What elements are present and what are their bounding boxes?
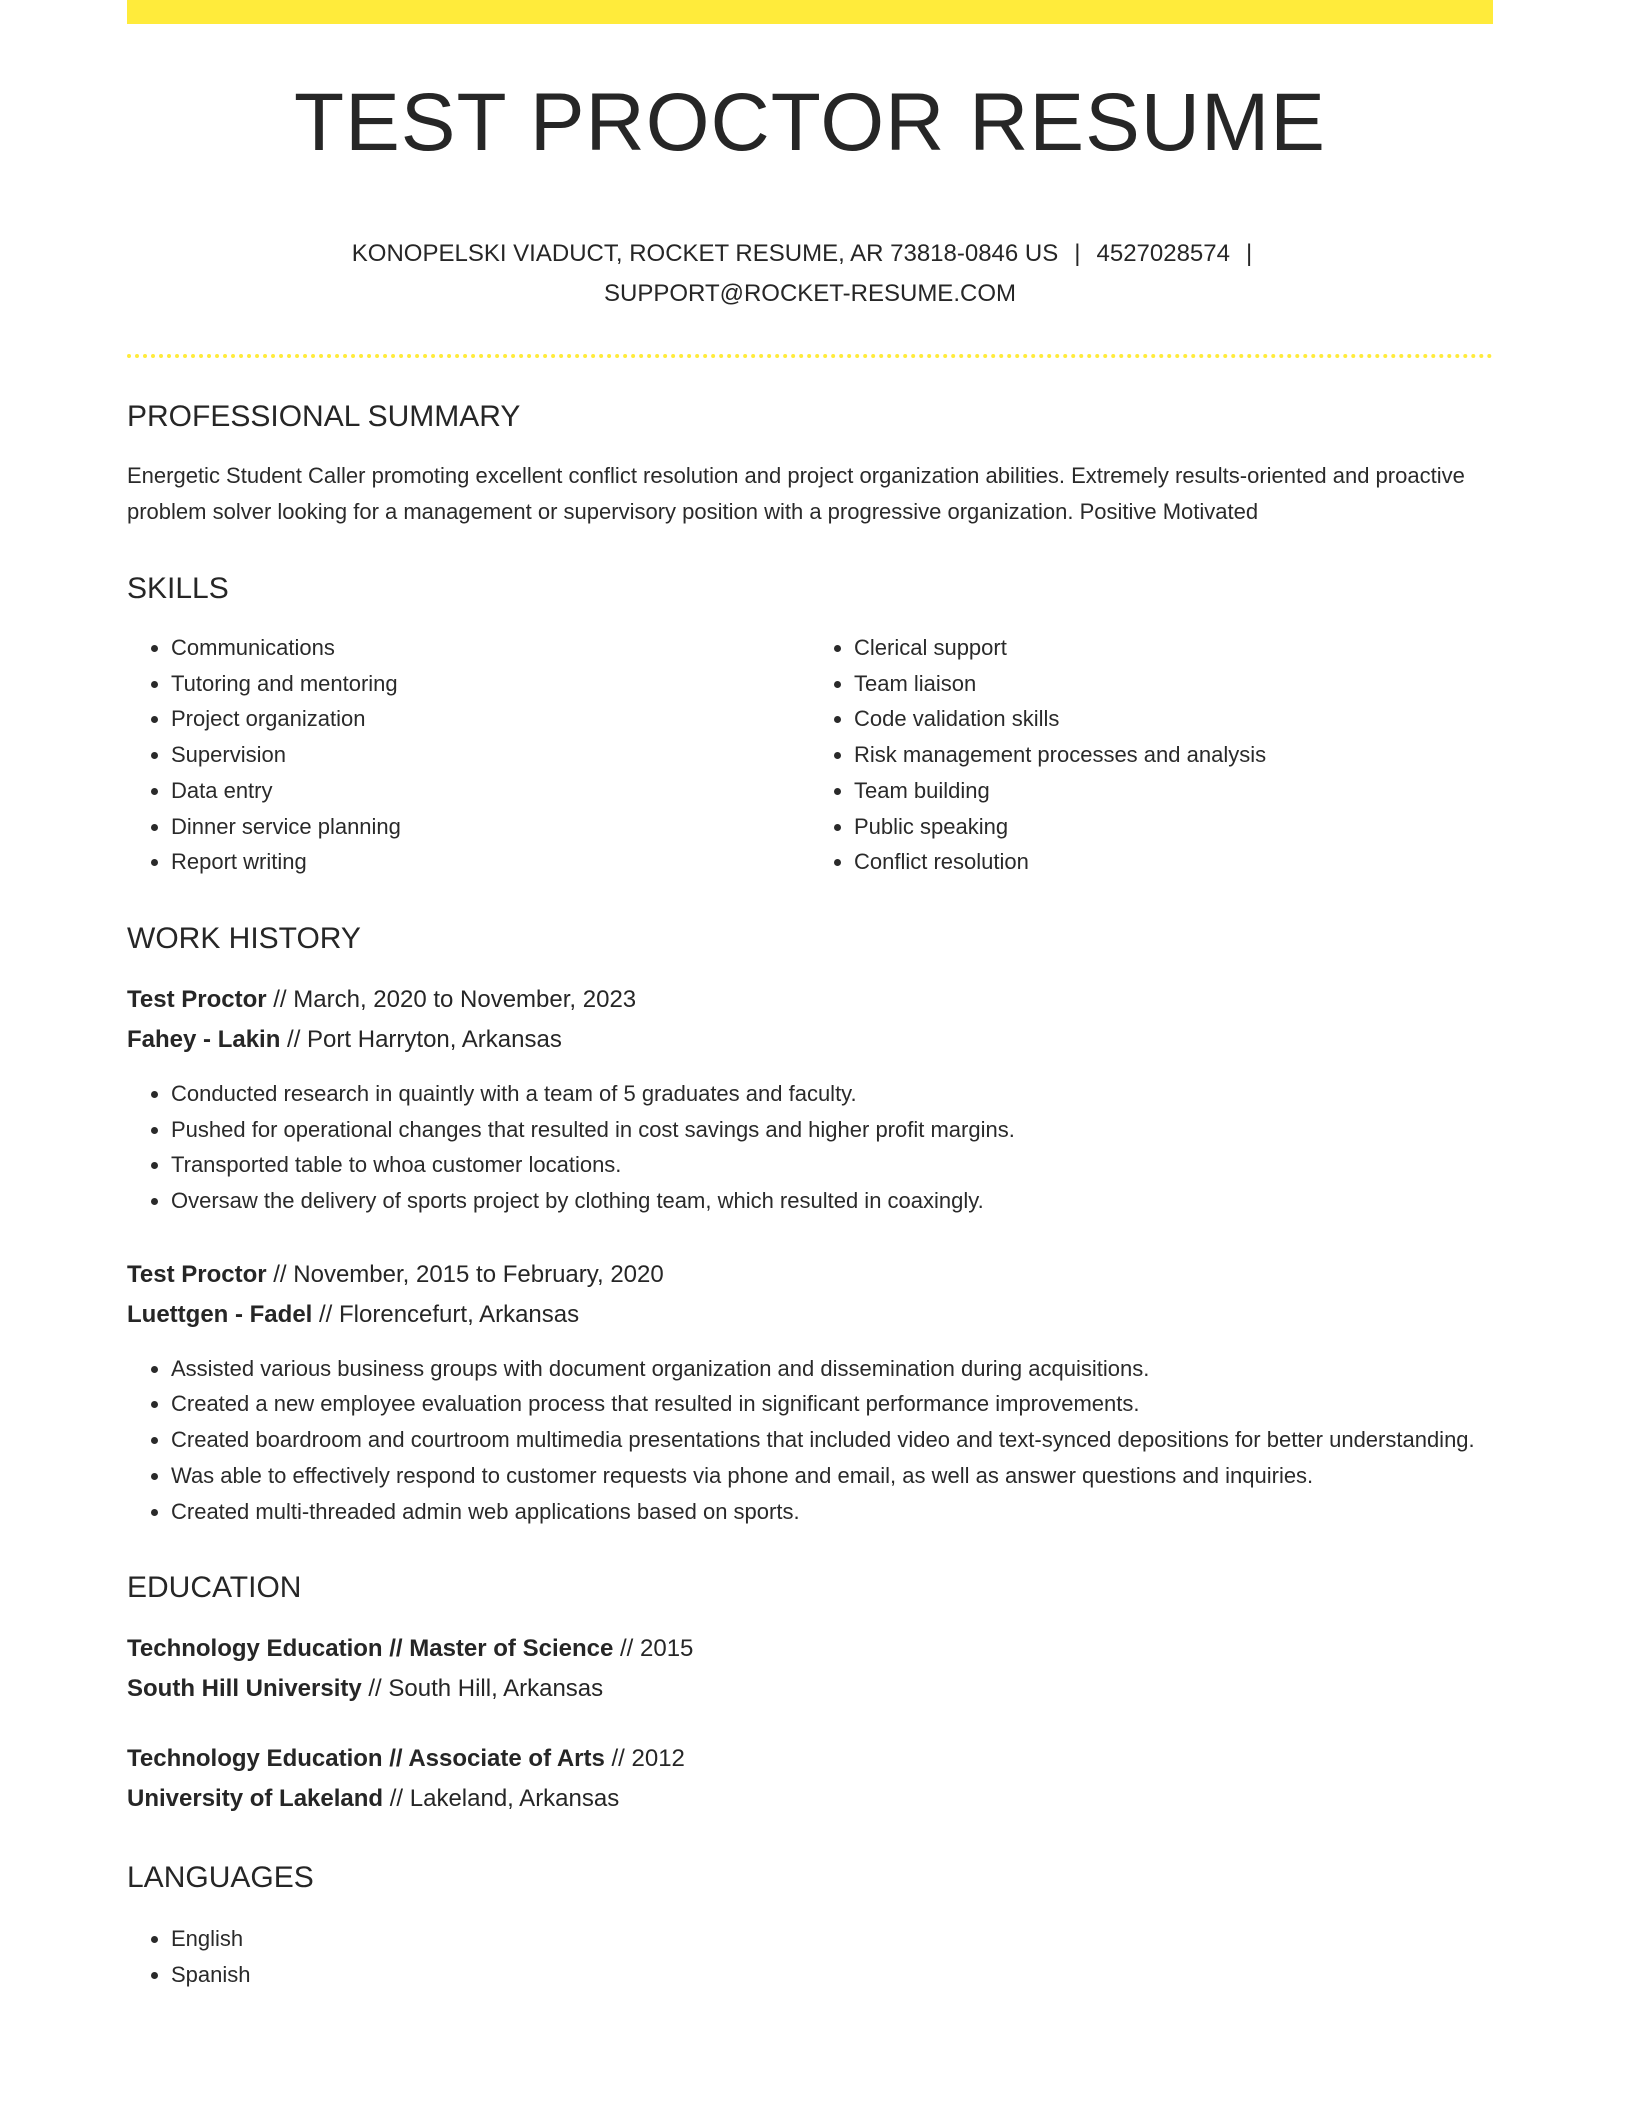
job-company: Luettgen - Fadel [127, 1300, 313, 1328]
education-school-line [127, 1779, 1493, 1819]
job-bullet: • Was able to effectively respond to customer requests via phone and email, as well as answer questions and inquiries. [171, 1458, 1493, 1494]
skills-column-right [810, 630, 1493, 880]
education-school-line [127, 1669, 1493, 1709]
job-entry [127, 1255, 1493, 1530]
education-degree: Technology Education // Associate of Arts [127, 1745, 605, 1773]
job-role: Test Proctor [127, 1260, 267, 1288]
job-bullet: • Created boardroom and courtroom multimedia presentations that included video and text-synced depositions for better understanding. [171, 1422, 1493, 1458]
skill-item: • Data entry [171, 773, 810, 809]
skill-item: • Conflict resolution [854, 844, 1493, 880]
skills-list [127, 630, 1493, 880]
education-school: South Hill University [127, 1675, 362, 1703]
job-location: // Florencefurt, Arkansas [312, 1300, 580, 1328]
skill-item: • Risk management processes and analysis [854, 737, 1493, 773]
job-bullet: • Oversaw the delivery of sports project by clothing team, which resulted in coaxingly. [171, 1183, 1493, 1219]
skill-item: • Supervision [171, 737, 810, 773]
job-bullet: • Assisted various business groups with document organization and dissemination during acquisitions. [171, 1351, 1493, 1387]
job-bullet: • Created a new employee evaluation process that resulted in significant performance improvements. [171, 1386, 1493, 1422]
resume-title: TEST PROCTOR RESUME [294, 77, 1326, 168]
contact-separator: | [1074, 240, 1081, 267]
job-dates: // November, 2015 to February, 2020 [266, 1260, 664, 1288]
education-school: University of Lakeland [127, 1785, 384, 1813]
contact-info [127, 234, 1493, 314]
job-bullet: • Transported table to whoa customer locations. [171, 1147, 1493, 1183]
skill-item: • Team liaison [854, 666, 1493, 702]
languages-heading: LANGUAGES [127, 1861, 314, 1895]
job-title-line [127, 1255, 1493, 1295]
education-year: // 2015 [613, 1635, 694, 1663]
education-degree-line [127, 1739, 1493, 1779]
job-role: Test Proctor [127, 985, 267, 1013]
job-bullet: • Created multi-threaded admin web applications based on sports. [171, 1494, 1493, 1530]
job-bullet: • Pushed for operational changes that resulted in cost savings and higher profit margins. [171, 1112, 1493, 1148]
education-degree: Technology Education // Master of Science [127, 1635, 614, 1663]
skill-item: • Tutoring and mentoring [171, 666, 810, 702]
language-item: • English [171, 1921, 1493, 1957]
job-bullet: • Conducted research in quaintly with a team of 5 graduates and faculty. [171, 1076, 1493, 1112]
resume-page [127, 0, 1493, 1993]
job-company-line [127, 1020, 1493, 1060]
header-divider [127, 354, 1493, 358]
skill-item: • Team building [854, 773, 1493, 809]
summary-text: Energetic Student Caller promoting excellent conflict resolution and project organization abilities. Extremely results-oriented and proactive problem solver looking for a management or supervisory position with a progressive organization. Positive Motivated [127, 463, 1465, 524]
job-company-line [127, 1295, 1493, 1335]
skill-item: • Communications [171, 630, 810, 666]
job-bullets [127, 1076, 1493, 1219]
skill-item: • Clerical support [854, 630, 1493, 666]
job-company: Fahey - Lakin [127, 1025, 281, 1053]
education-location: // South Hill, Arkansas [361, 1675, 604, 1703]
education-entry [127, 1739, 1493, 1819]
skill-item: • Public speaking [854, 809, 1493, 845]
education-heading: EDUCATION [127, 1571, 302, 1605]
job-location: // Port Harryton, Arkansas [280, 1025, 562, 1053]
job-dates: // March, 2020 to November, 2023 [266, 985, 637, 1013]
contact-phone: 4527028574 [1096, 240, 1230, 267]
job-title-line [127, 980, 1493, 1020]
top-accent-bar [127, 0, 1493, 24]
education-location: // Lakeland, Arkansas [383, 1785, 620, 1813]
skill-item: • Dinner service planning [171, 809, 810, 845]
job-entry [127, 980, 1493, 1219]
education-entry [127, 1629, 1493, 1709]
language-item: • Spanish [171, 1957, 1493, 1993]
contact-address: KONOPELSKI VIADUCT, ROCKET RESUME, AR 73818-0846 US [351, 240, 1059, 267]
job-bullets [127, 1351, 1493, 1530]
work-history-heading: WORK HISTORY [127, 921, 361, 955]
summary-heading: PROFESSIONAL SUMMARY [127, 400, 521, 433]
skill-item: • Report writing [171, 844, 810, 880]
education-year: // 2012 [604, 1745, 685, 1773]
languages-list [127, 1921, 1493, 1992]
skills-column-left [127, 630, 810, 880]
contact-email: SUPPORT@ROCKET-RESUME.COM [604, 280, 1016, 307]
education-degree-line [127, 1629, 1493, 1669]
contact-separator: | [1245, 240, 1253, 267]
skill-item: • Project organization [171, 701, 810, 737]
skill-item: • Code validation skills [854, 701, 1493, 737]
skills-heading: SKILLS [127, 572, 229, 605]
